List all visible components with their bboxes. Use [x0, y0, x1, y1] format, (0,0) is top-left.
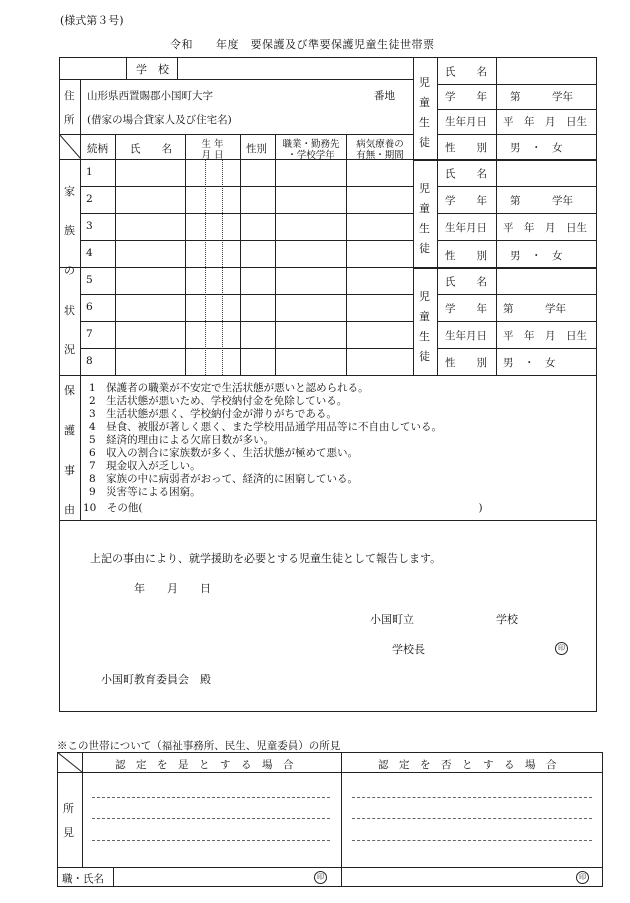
hdr-illness-bottom: 有無・期間 — [356, 150, 404, 161]
child-side-label: 児 — [419, 76, 430, 89]
diagonal-corner — [59, 134, 81, 159]
child-birth-value: 平 年 月 日生 — [503, 222, 587, 234]
opinion-deny-header: 認 定 を 否 と す る 場 合 — [378, 759, 557, 771]
address-line2: (借家の場合貸家人及び住宅名) — [87, 114, 232, 126]
family-row-num: 3 — [86, 220, 93, 232]
child-name-label: 氏 名 — [445, 168, 487, 180]
reason-item: 10 その他( ) — [83, 502, 483, 514]
family-row-num: 4 — [86, 247, 93, 259]
reasons-side-label: 由 — [64, 503, 75, 516]
address-line1: 山形県西置賜郡小国町大字 — [87, 90, 213, 102]
opinion-diagonal — [57, 752, 82, 772]
report-date: 年 月 日 — [134, 582, 211, 595]
stamp-icon: 印 — [576, 871, 589, 884]
child-grade-value: 第 学年 — [510, 195, 573, 207]
report-addressee: 小国町教育委員会 殿 — [101, 673, 211, 686]
reason-item: 1 保護者の職業が不安定で生活状態が悪いと認められる。 — [89, 382, 369, 394]
report-sentence: 上記の事由により、就学援助を必要とする児童生徒として報告します。 — [90, 552, 442, 565]
reason-item: 4 昼食、被服が著しく悪く、また学校用品通学用品等に不自由している。 — [89, 421, 442, 433]
family-row-num: 5 — [86, 274, 93, 286]
child-side-label: 生 — [419, 330, 430, 343]
reason-item: 8 家族の中に病弱者がおって、経済的に困窮している。 — [89, 473, 358, 485]
hdr-sex: 性別 — [246, 143, 267, 155]
child-side-label: 徒 — [419, 136, 430, 149]
family-side-label: 状 — [64, 304, 75, 317]
child-side-label: 児 — [419, 182, 430, 195]
child-grade-label: 学 年 — [445, 91, 487, 103]
family-row-num: 6 — [86, 301, 93, 313]
child-side-label: 童 — [419, 96, 430, 109]
child-grade-value: 第 学年 — [503, 303, 566, 315]
family-row-num: 8 — [86, 355, 93, 367]
opinion-approve-header: 認 定 を 是 と す る 場 合 — [115, 759, 294, 771]
report-school-suffix: 学校 — [496, 613, 518, 626]
family-row-num: 7 — [86, 328, 93, 340]
address-banchi: 番地 — [374, 90, 395, 102]
child-birth-label: 生年月日 — [445, 330, 487, 342]
reasons-side-label: 護 — [64, 424, 75, 437]
child-side-label: 童 — [419, 310, 430, 323]
hdr-relation: 続柄 — [87, 143, 108, 155]
child-birth-label: 生年月日 — [445, 222, 487, 234]
child-sex-label: 性 別 — [445, 250, 487, 262]
child-side-label: 生 — [419, 116, 430, 129]
reason-item: 3 生活状態が悪く、学校納付金が滞りがちである。 — [89, 408, 337, 420]
opinion-side-label: 所 — [63, 802, 74, 815]
hdr-job-bottom: ・学校学年 — [287, 150, 335, 161]
reasons-side-label: 事 — [64, 464, 75, 477]
child-grade-label: 学 年 — [445, 303, 487, 315]
child-side-label: 徒 — [419, 242, 430, 255]
child-side-label: 徒 — [419, 350, 430, 363]
child-side-label: 児 — [419, 290, 430, 303]
child-name-label: 氏 名 — [445, 276, 487, 288]
form-id: (様式第３号) — [60, 14, 124, 27]
opinion-side-label: 見 — [63, 826, 74, 839]
stamp-icon: 印 — [314, 871, 327, 884]
page-title: 令和 年度 要保護及び準要保護児童生徒世帯票 — [170, 38, 435, 51]
child-birth-value: 平 年 月 日生 — [503, 116, 587, 128]
child-side-label: 童 — [419, 202, 430, 215]
hdr-illness-top: 病気療養の — [356, 139, 404, 150]
report-principal: 学校長 — [392, 643, 425, 656]
child-birth-label: 生年月日 — [445, 116, 487, 128]
reason-item: 7 現金収入が乏しい。 — [89, 460, 201, 472]
child-grade-value: 第 学年 — [510, 91, 573, 103]
hdr-birth-top: 生 年 — [201, 139, 224, 150]
reasons-side-label: 保 — [64, 384, 75, 397]
child-birth-value: 平 年 月 日生 — [503, 330, 587, 342]
child-grade-label: 学 年 — [445, 195, 487, 207]
child-sex-value: 男 ・ 女 — [510, 250, 563, 262]
child-sex-label: 性 別 — [445, 142, 487, 154]
family-row-num: 2 — [86, 193, 93, 205]
reason-item: 9 災害等による困窮。 — [89, 486, 201, 498]
school-label: 学 校 — [136, 63, 169, 76]
family-side-label: 況 — [64, 343, 75, 356]
hdr-birth-bottom: 月 日 — [201, 150, 224, 161]
reason-item: 5 経済的理由による欠席日数が多い。 — [89, 434, 275, 446]
child-sex-value: 男 ・ 女 — [510, 142, 563, 154]
child-side-label: 生 — [419, 222, 430, 235]
hdr-job-top: 職業・勤務先 — [282, 139, 340, 150]
child-sex-label: 性 別 — [445, 357, 487, 369]
report-school-prefix: 小国町立 — [370, 613, 414, 626]
family-side-label: 家 — [64, 185, 75, 198]
family-side-label: の — [64, 264, 75, 277]
stamp-icon: 印 — [555, 642, 568, 655]
address-label-bottom: 所 — [64, 114, 75, 126]
family-row-num: 1 — [86, 166, 93, 178]
reason-item: 2 生活状態が悪いため、学校納付金を免除している。 — [89, 395, 348, 407]
child-sex-value: 男 ・ 女 — [503, 357, 556, 369]
family-side-label: 族 — [64, 224, 75, 237]
reason-item: 6 収入の割合に家族数が多く、生活状態が極めて悪い。 — [89, 447, 358, 459]
opinion-heading: ※この世帯について（福祉事務所、民生、児童委員）の所見 — [57, 740, 341, 752]
hdr-name: 氏 名 — [130, 143, 172, 155]
child-name-label: 氏 名 — [445, 66, 487, 78]
opinion-signature-label: 職・氏名 — [62, 873, 104, 885]
address-label-top: 住 — [64, 90, 75, 102]
